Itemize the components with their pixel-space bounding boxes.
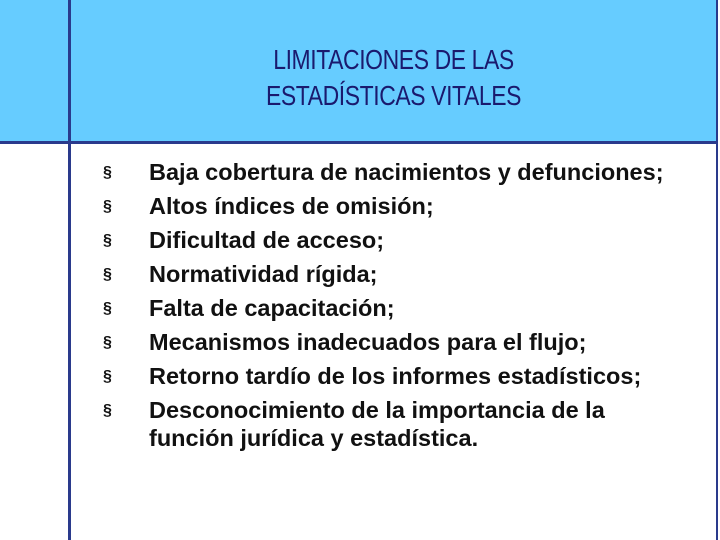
bullet-icon: § [103, 300, 112, 317]
list-item-text: Mecanismos inadecuados para el flujo; [149, 329, 587, 355]
right-vertical-rule [716, 0, 718, 540]
list-item-text: Altos índices de omisión; [149, 193, 434, 219]
list-item [100, 226, 664, 254]
list-item-text: Desconocimiento de la importancia de la función jurídica y estadística. [149, 397, 605, 451]
list-item [100, 192, 664, 220]
bullet-list [100, 158, 664, 458]
list-item-text: Retorno tardío de los informes estadísticos; [149, 363, 642, 389]
title-line-2: ESTADÍSTICAS VITALES [265, 80, 522, 111]
list-item [100, 294, 664, 322]
bullet-icon: § [103, 334, 112, 351]
bullet-icon: § [103, 164, 112, 181]
bullet-icon: § [103, 266, 112, 283]
list-item-text: Dificultad de acceso; [149, 227, 385, 253]
list-item-text: Baja cobertura de nacimientos y defunciones; [149, 159, 664, 185]
title-line-1: LIMITACIONES DE LAS [273, 44, 514, 75]
list-item [100, 260, 664, 288]
bullet-icon: § [103, 232, 112, 249]
left-vertical-rule [68, 0, 71, 540]
bullet-icon: § [103, 402, 112, 419]
slide-title [129, 42, 658, 114]
bullet-icon: § [103, 368, 112, 385]
list-item [100, 396, 664, 452]
list-item [100, 362, 664, 390]
list-item-text: Normatividad rígida; [149, 261, 378, 287]
list-item [100, 158, 664, 186]
list-item-text: Falta de capacitación; [149, 295, 395, 321]
bullet-icon: § [103, 198, 112, 215]
list-item [100, 328, 664, 356]
